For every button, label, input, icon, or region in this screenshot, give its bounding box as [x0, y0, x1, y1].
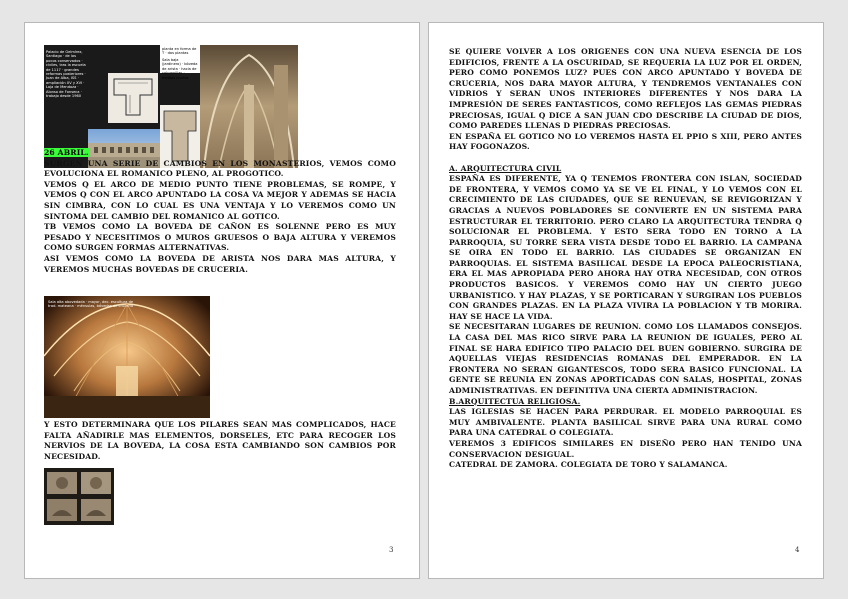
collage-caption-top: planta en forma de T · dos plantas — [162, 47, 197, 56]
paragraph: SE QUIERE VOLVER A LOS ORIGENES CON UNA NUEVA ESENCIA DE LOS EDIFICIOS, FRENTE A LA OSCURIDAD, SE REQUERIA LA LUZ POR EL ORDEN, PERO COMO PONEMOS LUZ? PUES CON ARCO APUNTADO Y BOVEDA DE CRUCERIA, NOS DARA MAYOR ALTURA, Y TENDREMOS VENTANALES CON VIDRIOS Y SERAN UNOS INTERIORES DIFERENTES Y NOS DARA LA IMPRESIÓN DE SERES FANTASTICOS, COMO REFLEJOS LAS GEMAS PIEDRAS PRECIOSAS, IGUAL Q DICE A SAN JUAN CDO DESCRIBE LA CIUDAD DE DIOS, COMO PAREDES LLENAS D PIEDRAS PRECIOSAS. — [449, 47, 802, 131]
vaulted-hall-photo — [44, 296, 210, 418]
left-text-after-photo — [44, 420, 396, 462]
left-text-block — [44, 148, 396, 275]
section-heading-religious: B.ARQUITECTUA RELIGIOSA. — [449, 396, 581, 406]
date-line — [44, 148, 396, 159]
vaulted-hall-drawing — [44, 296, 210, 418]
paragraph: CATEDRAL DE ZAMORA. COLEGIATA DE TORO Y SALAMANCA. — [449, 460, 728, 470]
paragraph: ASI VEMOS COMO LA BOVEDA DE ARISTA NOS DARA MAS ALTURA, Y VEREMOS MUCHAS BOVEDAS DE CRUCERIA. — [44, 253, 396, 274]
paragraph: TB VEMOS COMO LA BOVEDA DE CAÑON ES SOLENNE PERO ES MUY PESADO Y NECESITIMOS O MUROS GRUESOS O BAJA ALTURA Y VEREMOS COMO SURGEN FORMAS ALTERNATIVAS. — [44, 222, 396, 253]
hall-photo-caption: Sala alta abovedada · mayor, dec. escultura de trad. mateana · ménsulas, bóvedas de crucería — [48, 300, 134, 309]
page-number: 4 — [795, 546, 800, 554]
left-page — [24, 22, 420, 579]
section-heading-civil: A. ARQUITECTURA CIVIL — [449, 163, 562, 173]
paragraph: VEREMOS 3 EDIFICOS SIMILARES EN DISEÑO PERO HAN TENIDO UNA CONSERVACION DESIGUAL. — [449, 438, 802, 459]
relief-drawing — [44, 468, 114, 525]
paragraph: LAS IGLESIAS SE HACEN PARA PERDURAR. EL MODELO PARROQUIAL ES MUY AMBIVALENTE. PLANTA BASILICAL SIRVE PARA UNA RURAL COMO PARA UNA CATEDRAL O COLEGIATA. — [449, 407, 802, 438]
collage-caption-left: Palacio de Gelmírez, Santiago · de los pocos conservados · civiles, tras la escuela de 1117 · grandes reformas posteriores · Juan de Alba, ISS · ampliación XV y XVI · Loja de Mendoza · Alonso de Fonseca · trabajo desde 1960 — [46, 50, 86, 99]
page-number: 3 — [389, 546, 394, 554]
right-page — [428, 22, 824, 579]
paragraph: Y ESTO DETERMINARA QUE LOS PILARES SEAN MAS COMPLICADOS, HACE FALTA AÑADIRLE MAS ELEMENTOS, DORSELES, ETC PARA RECOGER LOS NERVIOS DE LA BOVEDA, LA COSA ESTA CAMBIANDO SON CAMBIOS POR NECESIDAD. — [44, 420, 396, 461]
paragraph: SE NECESITARAN LUGARES DE REUNION. COMO LOS LLAMADOS CONSEJOS. LA CASA DEL MAS RICO SIRVE PARA LA REUNION DE IGUALES, PERO AL FINAL SE HARA EDIFICO TIPO PALACIO DEL BUEN GOBIERNO. SURGIRA DE AQUELLAS VIEJAS RESIDENCIAS ROMANAS DEL EMPERADOR. EN LA FRONTERA NO SERAN GIGANTESCOS, TODO SERA BASICO FUNCIONAL. LA GENTE SE REUNIA EN ZONAS APORTICADAS CON SALAS, HOSPITAL, ZONAS ADMINISTRATIVAS. EN DEFINITIVA UNA CIERTA ADMINISTRACION. — [449, 322, 802, 395]
collage-caption-mid: Sala baja (jardinero) · bóveda de arista · hacia de columnillas · medios puntos — [162, 58, 198, 80]
paragraph: EN ESPAÑA EL GOTICO NO LO VEREMOS HASTA EL PPIO S XIII, PERO ANTES HAY FOGONAZOS. — [449, 131, 802, 152]
spacer — [449, 153, 802, 164]
paragraph: SURGEN UNA SERIE DE CAMBIOS EN LOS MONASTERIOS, VEMOS COMO EVOLUCIONA EL ROMANICO PLENO, AL PROGOTICO. — [44, 158, 396, 179]
paragraph: ESPAÑA ES DIFERENTE, YA Q TENEMOS FRONTERA CON ISLAN, SOCIEDAD DE FRONTERA, Y VEMOS COMO YA SE VE EL FINAL, Y LO VEMOS CON EL CRECIMIENTO DE LAS CIUDADES, QUE SE RENUEVAN, SE REVIGORIZAN Y GRACIAS A NUEVOS POBLADORES SE CONVIERTE EN UN SISTEMA PARA ESTRUCTURAR EL TERRITORIO. PERO CLARO LA ARQUITECTURA TENDRA Q SOLUCIONAR EL PROBLEMA. Y ESTO SERA TODO EN TORNO A LA PARROQUIA, SU TORRE SERA VISTA DESDE TODO EL BARRIO. LA CAMPANA SE OIRA EN TODO EL BARRIO. LAS CIUDADES SE ORGANIZAN EN PARROQUIAS. EL SISTEMA BASILICAL DESDE LA EPOCA PALEOCRISTIANA, ERA EL MAS APROPIADA PERO AHORA HAY OTRA NECESIDAD, CON OTROS PRODUCTOS BASICOS. Y VEREMOS COMO HAY UN CIERTO JUEGO URBANISTICO. Y HAY PLAZAS, Y SE PORTICARAN Y SURGIRAN LOS PUEBLOS CON GRANDES PLAZAS. EN LA PLAZA VIVIRA LA POBLACION Y TB MORIRA. HAY SE HACE LA VIDA. — [449, 174, 802, 321]
paragraph: VEMOS Q EL ARCO DE MEDIO PUNTO TIENE PROBLEMAS, SE ROMPE, Y VEMOS Q CON EL ARCO APUNTADO LA COSA VA MEJOR Y ADEMAS SE HACIA SIN CIMBRA, CON LO CUAL ES UNA VENTAJA Y LO VEREMOS COMO UN SINTOMA DEL CAMBIO DEL ROMANICO AL GOTICO. — [44, 179, 396, 221]
right-text-block — [449, 47, 802, 471]
sculpture-relief-photo — [44, 468, 114, 525]
date-highlight: 26 ABRIL. — [44, 148, 89, 157]
